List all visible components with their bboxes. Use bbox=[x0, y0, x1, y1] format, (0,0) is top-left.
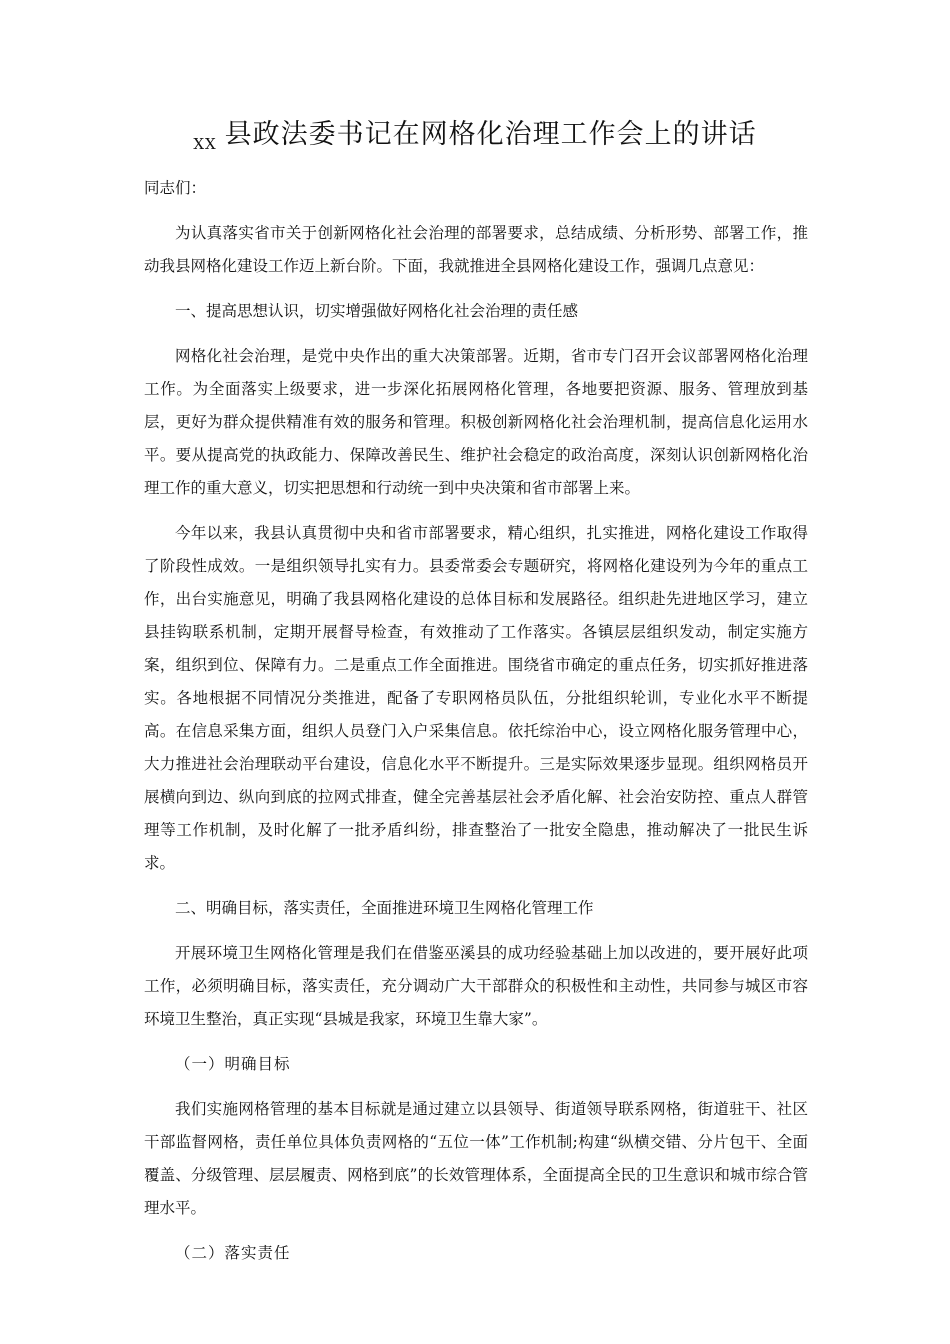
document-body bbox=[144, 172, 808, 1282]
paragraph-2: 今年以来，我县认真贯彻中央和省市部署要求，精心组织，扎实推进，网格化建设工作取得了阶段性成效。一是组织领导扎实有力。县委常委会专题研究，将网格化建设列为今年的重点工作，出台实施意见，明确了我县网格化建设的总体目标和发展路径。组织赴先进地区学习，建立县挂钩联系机制，定期开展督导检查，有效推动了工作落实。各镇层层组织发动，制定实施方案，组织到位、保障有力。二是重点工作全面推进。围绕省市确定的重点任务，切实抓好推进落实。各地根据不同情况分类推进，配备了专职网格员队伍，分批组织轮训，专业化水平不断提高。在信息采集方面，组织人员登门入户采集信息。依托综治中心，设立网格化服务管理中心，大力推进社会治理联动平台建设，信息化水平不断提升。三是实际效果逐步显现。组织网格员开展横向到边、纵向到底的拉网式排查，健全完善基层社会矛盾化解、社会治安防控、重点人群管理等工作机制，及时化解了一批矛盾纠纷，排查整治了一批安全隐患，推动解决了一批民生诉求。 bbox=[144, 524, 808, 872]
section-heading-1: 一、提高思想认识，切实增强做好网格化社会治理的责任感 bbox=[175, 302, 579, 320]
title-text: 县政法委书记在网格化治理工作会上的讲话 bbox=[224, 119, 757, 150]
paragraph-3: 开展环境卫生网格化管理是我们在借鉴巫溪县的成功经验基础上加以改进的，要开展好此项工作，必须明确目标，落实责任，充分调动广大干部群众的积极性和主动性，共同参与城区市容环境卫生整治，真正实现“县城是我家，环境卫生靠大家”。 bbox=[144, 944, 808, 1028]
greeting: 同志们： bbox=[144, 179, 207, 197]
subsection-heading-2: （二）落实责任 bbox=[175, 1244, 291, 1262]
section-heading-2: 二、明确目标，落实责任，全面推进环境卫生网格化管理工作 bbox=[175, 899, 594, 917]
subsection-heading-1: （一）明确目标 bbox=[175, 1055, 291, 1073]
paragraph-1: 网格化社会治理，是党中央作出的重大决策部署。近期，省市专门召开会议部署网格化治理工作。为全面落实上级要求，进一步深化拓展网格化管理，各地要把资源、服务、管理放到基层，更好为群众提供精准有效的服务和管理。积极创新网格化社会治理机制，提高信息化运用水平。要从提高党的执政能力、保障改善民生、维护社会稳定的政治高度，深刻认识创新网格化治理工作的重大意义，切实把思想和行动统一到中央决策和省市部署上来。 bbox=[144, 347, 808, 497]
document-title bbox=[0, 112, 950, 151]
title-prefix: XX bbox=[193, 135, 217, 153]
intro-paragraph: 为认真落实省市关于创新网格化社会治理的部署要求，总结成绩、分析形势、部署工作，推动我县网格化建设工作迈上新台阶。下面，我就推进全县网格化建设工作，强调几点意见： bbox=[144, 224, 808, 275]
paragraph-4: 我们实施网格管理的基本目标就是通过建立以县领导、街道领导联系网格，街道驻干、社区干部监督网格，责任单位具体负责网格的“五位一体”工作机制;构建“纵横交错、分片包干、全面覆盖、分级管理、层层履责、网格到底”的长效管理体系，全面提高全民的卫生意识和城市综合管理水平。 bbox=[144, 1100, 808, 1217]
